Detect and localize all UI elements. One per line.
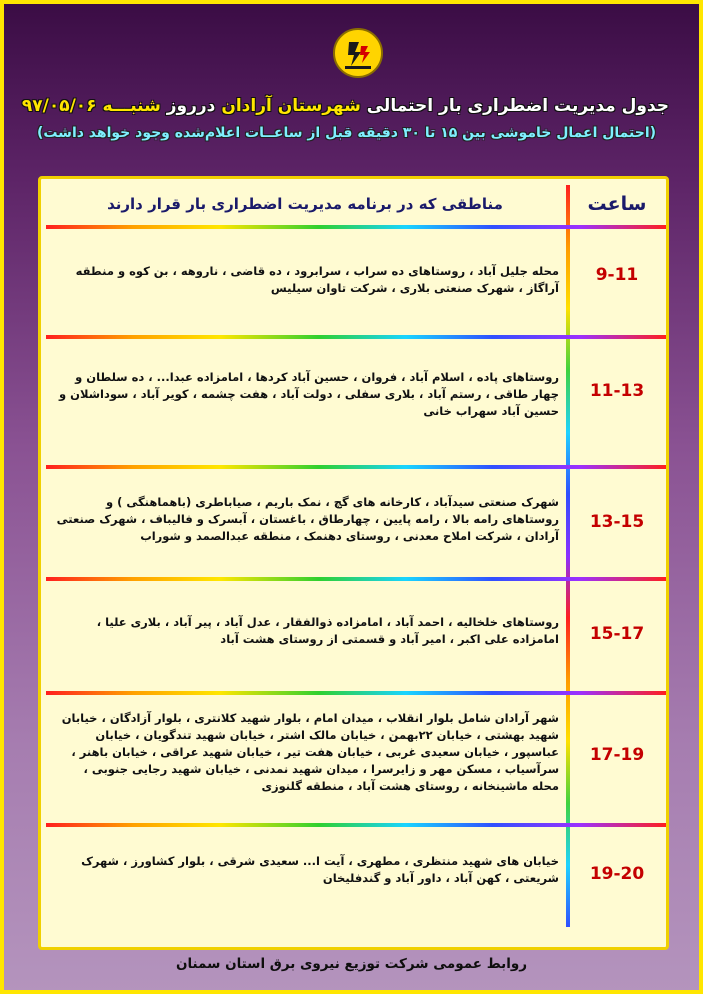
row-areas-3: شهرک صنعتی سیدآباد ، کارخانه های گچ ، نمک باریم ، صیاباطری (باهماهنگی ) و روستاهای رامه بالا ، رامه پایین ، چهارطاق ، باغستان ، آبسرک و فالیباف ، شهرک صنعتی آرادان ، شرکت املاح معدنی ، روستای دهنمک ، منطقه عبدالصمد و شوراب [56,495,559,543]
title-city: شهرستان آرادان [221,96,361,116]
row-time-5: 17-19 [589,745,645,765]
electric-utility-logo-icon [333,28,383,78]
row-areas-2: روستاهای پاده ، اسلام آباد ، فروان ، حسین آباد کردها ، امامزاده عبدا... ، ده سلطان و چهار طاقی ، رستم آباد ، بلاری سفلی ، دولت آباد ، هفت چشمه ، کویر آباد ، سوداشلان و حسین آباد سهراب خانی [59,370,559,418]
title-day: شنبـــه [102,96,161,116]
page-title [21,96,669,116]
row-areas-6: خیابان های شهید منتظری ، مطهری ، آیت ا... سعیدی شرقی ، بلوار کشاورز ، شهرک شریعتی ، کهن آباد ، داور آباد و گندفلیخان [81,854,559,885]
schedule-table [38,176,669,950]
header-areas: مناطقی که در برنامه مدیریت اضطراری بار قرار دارند [107,195,503,213]
page-subtitle: (احتمال اعمال خاموشی بین ۱۵ تا ۳۰ دقیقه قبل از ساعــات اعلام‌شده وجود خواهد داشت) [36,125,657,141]
title-part2: درروز [166,96,216,116]
row-areas-1: محله جلیل آباد ، روستاهای ده سراب ، سرابرود ، ده قاضی ، ناروهه ، بن کوه و منطقه آراگاز ، شهرک صنعتی بلاری ، شرکت تاوان سیلیس [75,264,559,295]
row-time-6: 19-20 [589,864,645,884]
row-areas-5: شهر آرادان شامل بلوار انقلاب ، میدان امام ، بلوار شهید کلانتری ، بلوار آزادگان ، خیابان شهید بهشتی ، خیابان ۲۲بهمن ، خیابان مالک اشتر ، خیابان شهید تندگویان ، خیابان عباسپور ، خیابان سعیدی غربی ، خیابان هفت تیر ، خیابان شهید عراقی ، خیابان باهنر ، سرآسیاب ، مسکن مهر و زایرسرا ، میدان شهید نمدنی ، خیابان شهید رجایی جنوبی ، محله ماشینخانه ، روستای هشت آباد ، منطقه گلنوزی [61,711,559,793]
row-time-4: 15-17 [589,624,645,644]
title-date: ۹۷/۰۵/۰۶ [21,96,97,116]
row-areas-4: روستاهای خلخالیه ، احمد آباد ، امامزاده ذوالفقار ، عدل آباد ، پیر آباد ، بلاری علیا ، امامزاده علی اکبر ، امیر آباد و قسمتی از روستای هشت آباد [96,615,559,646]
row-time-2: 11-13 [589,381,645,401]
row-divider [46,335,666,339]
footer-credit: روابط عمومی شرکت توزیع نیروی برق استان سمنان [175,956,528,972]
header-time: ساعت [587,193,647,215]
row-divider [46,465,666,469]
row-divider [46,691,666,695]
column-divider [566,185,570,927]
row-divider [46,823,666,827]
title-part1: جدول مدیریت اضطراری بار احتمالی [366,96,669,116]
row-divider [46,577,666,581]
row-time-3: 13-15 [589,512,645,532]
row-time-1: 9-11 [595,265,639,285]
row-divider [46,225,666,229]
